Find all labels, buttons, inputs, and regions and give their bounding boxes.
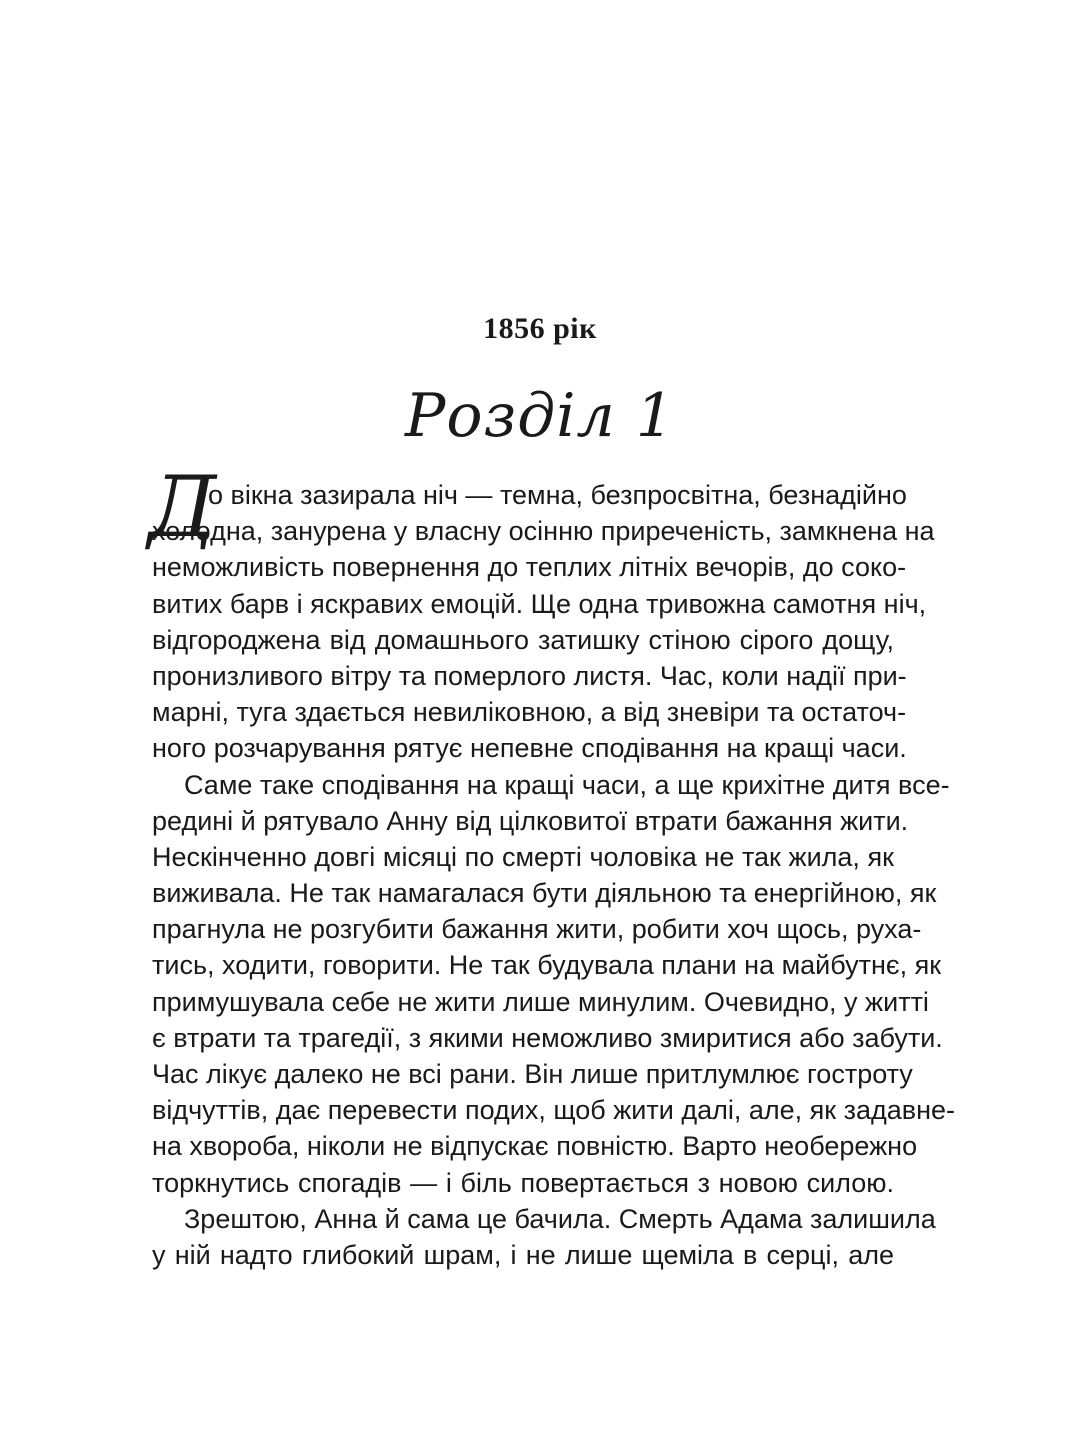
text-line: холодна, занурена у власну осінню приреченість, замкнена на bbox=[152, 516, 935, 547]
text-line: прагнула не розгубити бажання жити, робити хоч щось, руха- bbox=[152, 914, 922, 945]
text-line: о вікна зазирала ніч — темна, безпросвітна, безнадійно bbox=[208, 480, 907, 510]
text-line: відгороджена від домашнього затишку стіною сірого дощу, bbox=[152, 624, 894, 655]
text-line: редині й рятувало Анну від цілковитої втрати бажання жити. bbox=[152, 805, 909, 836]
text-line: примушувала себе не жити лише минулим. Очевидно, у житті bbox=[152, 986, 929, 1017]
text-line: неможливість повернення до теплих літніх вечорів, до соко- bbox=[152, 552, 907, 583]
text-line: Саме таке сподівання на кращі часи, а ще крихітне дитя все- bbox=[184, 769, 950, 800]
text-line: у ній надто глибокий шрам, і не лише щеміла в серці, але bbox=[152, 1239, 894, 1270]
drop-cap: Д bbox=[148, 458, 217, 556]
chapter-title: Розділ 1 bbox=[405, 381, 675, 451]
text-line: тись, ходити, говорити. Не так будувала плани на майбутнє, як bbox=[152, 950, 942, 981]
text-line: Час лікує далеко не всі рани. Він лише притлумлює гостроту bbox=[152, 1059, 913, 1089]
body-text bbox=[148, 458, 956, 1273]
text-line: відчуттів, дає перевести подих, щоб жити далі, але, як задавне- bbox=[152, 1095, 956, 1126]
text-line: торкнутись спогадів — і біль повертається з новою силою. bbox=[152, 1167, 894, 1198]
text-line: виживала. Не так намагалася бути діяльною та енергійною, як bbox=[152, 878, 937, 909]
text-line: є втрати та трагедії, з якими неможливо змиритися або забути. bbox=[152, 1022, 943, 1053]
text-line: на хвороба, ніколи не відпускає повністю. Варто необережно bbox=[152, 1131, 918, 1162]
text-line: пронизливого вітру та померлого листя. Час, коли надії при- bbox=[152, 660, 907, 691]
text-line: Нескінченно довгі місяці по смерті чоловіка не так жила, як bbox=[152, 841, 894, 872]
text-line: марні, туга здається невиліковною, а від зневіри та остаточ- bbox=[152, 697, 907, 728]
text-line: Зрештою, Анна й сама це бачила. Смерть Адама залишила bbox=[184, 1203, 936, 1234]
year-heading: 1856 рік bbox=[483, 312, 597, 345]
text-line: ного розчарування рятує непевне сподівання на кращі часи. bbox=[152, 733, 907, 764]
text-line: витих барв і яскравих емоцій. Ще одна тривожна самотня ніч, bbox=[152, 588, 927, 619]
